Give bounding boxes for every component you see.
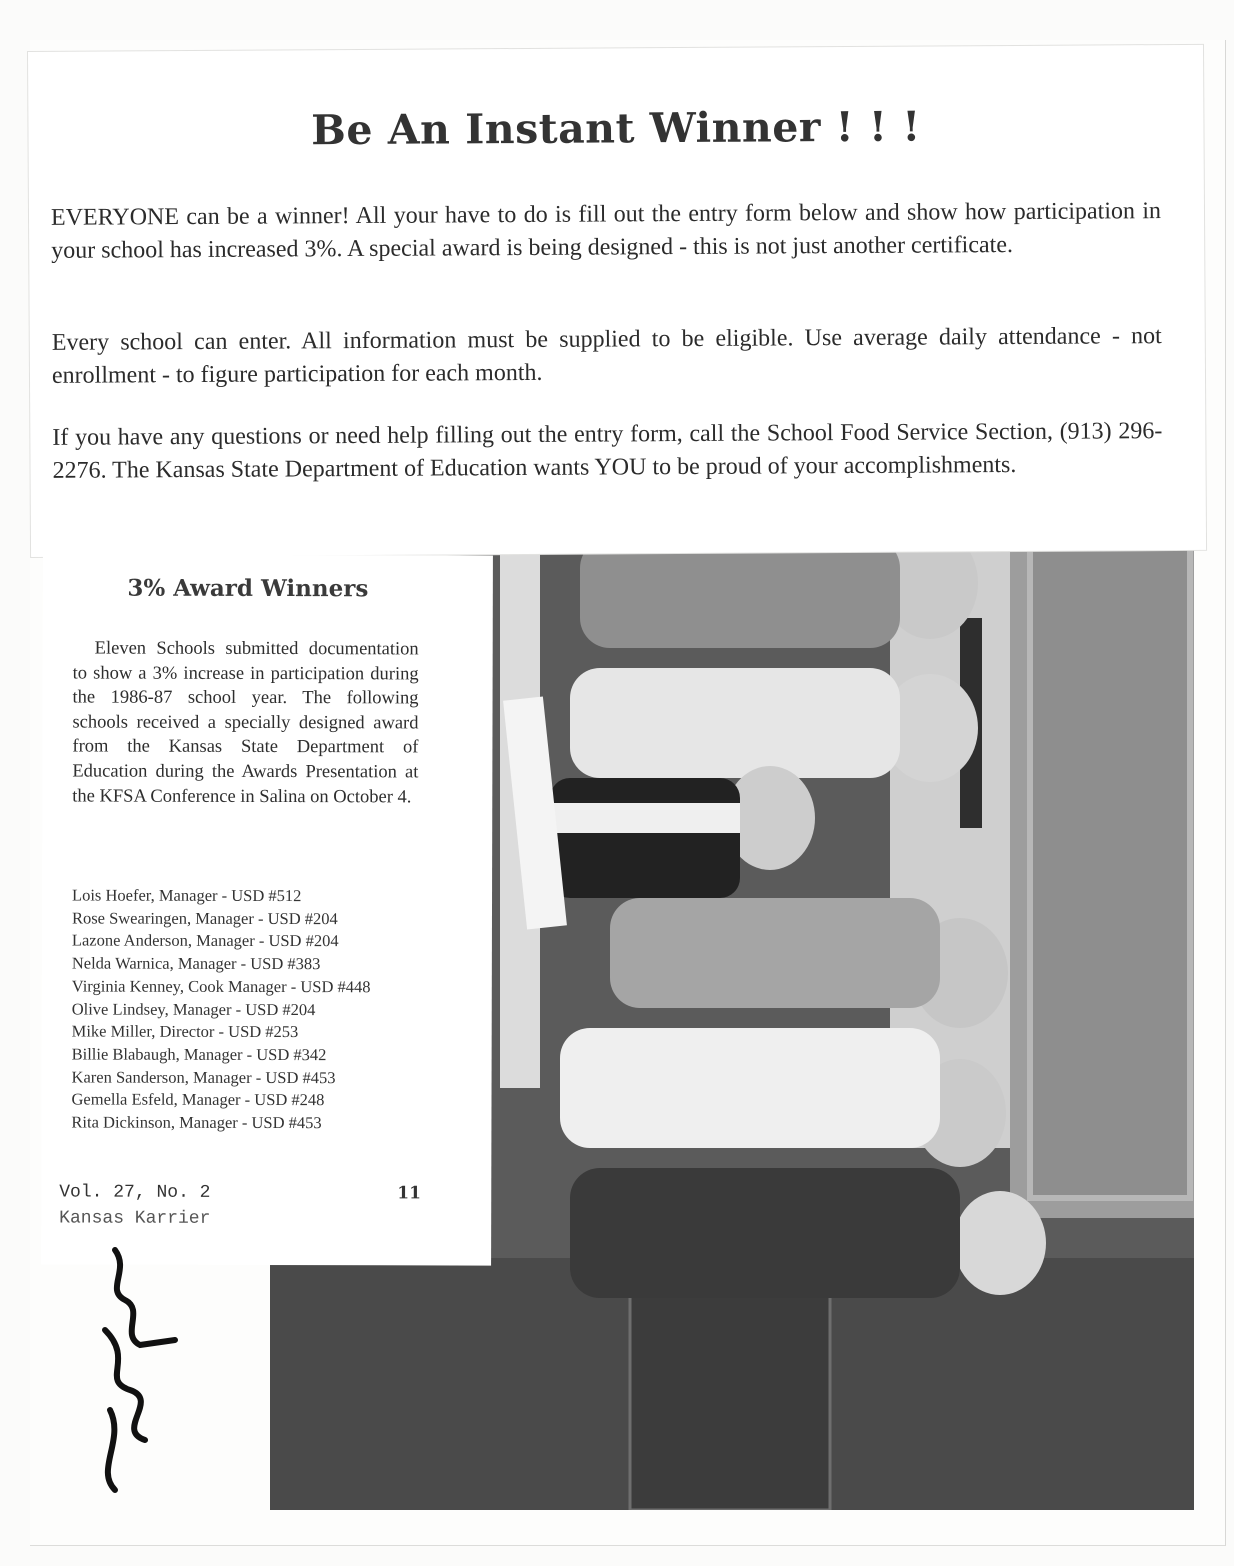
signature-mark [85,1240,195,1500]
award-winners-clipping [41,554,493,1265]
list-item: Lazone Anderson, Manager - USD #204 [71,930,339,951]
headline: Be An Instant Winner ! ! ! [311,102,921,155]
top-clipping [28,45,1206,557]
list-item: Billie Blabaugh, Manager - USD #342 [71,1044,327,1065]
page-number: 11 [397,1183,421,1204]
list-item: Rita Dickinson, Manager - USD #453 [71,1112,322,1133]
list-item: Rose Swearingen, Manager - USD #204 [71,908,338,928]
list-item: Karen Sanderson, Manager - USD #453 [71,1067,336,1087]
list-item: Lois Hoefer, Manager - USD #512 [72,885,302,906]
section-title: 3% Award Winners [127,574,369,603]
publication-name: Kansas Karrier [59,1208,211,1229]
intro-paragraph: Eleven Schools submitted documentation to show a 3% increase in participation during the 1986-87 school year. The following schools received a specially designed award from the Kansas State Department of Education during the Awards Presentation at the KFSA Conference in Salina on October 4. [72,638,419,807]
volume-label: Vol. 27, No. 2 [59,1182,211,1203]
list-item: Mike Miller, Director - USD #253 [71,1021,299,1042]
winners-list [71,884,452,1135]
paragraph-entry-info: EVERYONE can be a winner! All your have to do is fill out the entry form below and show how participation in your school has increased 3%. A special award is being designed - this is not just another certificate. [50,198,1162,264]
list-item: Olive Lindsey, Manager - USD #204 [71,999,316,1019]
paragraph-contact: If you have any questions or need help filling out the entry form, call the School Food Service Section, (913) 296-2276. The Kansas State Department of Education wants YOU to be proud of your accomplishments. [52,418,1163,484]
list-item: Nelda Warnica, Manager - USD #383 [71,953,321,974]
list-item: Virginia Kenney, Cook Manager - USD #448 [71,976,371,997]
list-item: Gemella Esfeld, Manager - USD #248 [71,1089,325,1110]
paragraph-eligibility: Every school can enter. All information must be supplied to be eligible. Use average daily attendance - not enrollment - to figure participation for each month. [51,323,1162,389]
